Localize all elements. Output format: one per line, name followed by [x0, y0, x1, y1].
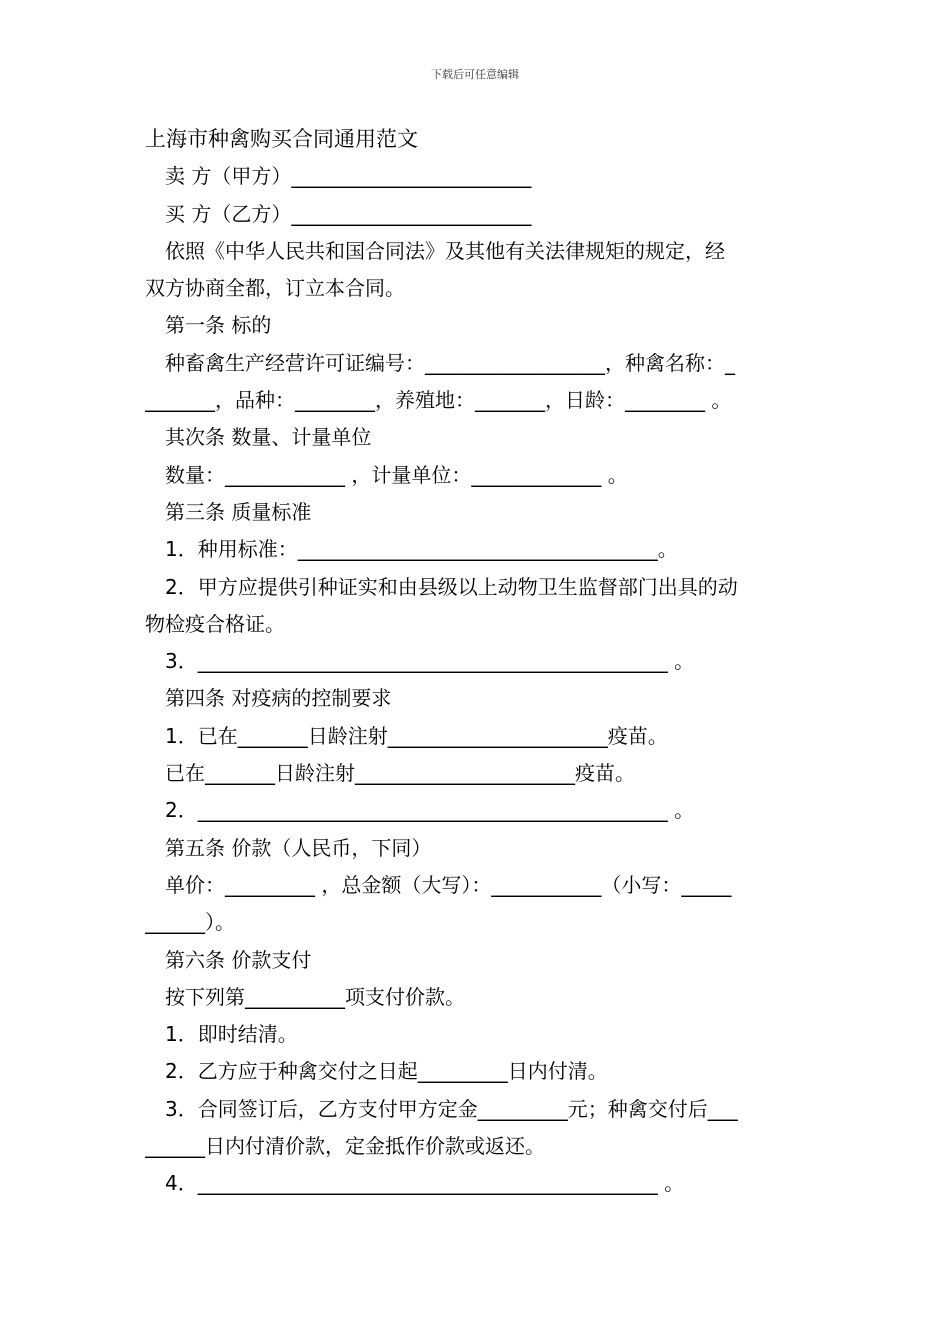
document-line: 1．已在_______日龄注射______________________疫苗。 [165, 723, 668, 748]
document-line: 单价：_________ ，总金额（大写）：___________（小写：_____ [165, 872, 732, 897]
page-header: 下载后可任意编辑 [431, 68, 519, 81]
document-line: 2．_______________________________________________ 。 [165, 798, 695, 823]
document-line: 第一条 标的 [165, 313, 272, 338]
document-line: 双方协商全都，订立本合同。 [145, 276, 405, 301]
document-line: 物检疫合格证。 [145, 611, 285, 636]
document-line: 第四条 对疫病的控制要求 [165, 686, 392, 711]
document-line: 4．______________________________________________ 。 [165, 1171, 685, 1196]
document-line: 第六条 价款支付 [165, 947, 312, 972]
document-line: 买 方（乙方）________________________ [165, 201, 532, 226]
document-line: 卖 方（甲方）________________________ [165, 164, 532, 189]
document-line: 1．种用标准：____________________________________。 [165, 537, 678, 562]
document-line: 其次条 数量、计量单位 [165, 425, 372, 450]
document-line: ______日内付清价款，定金抵作价款或返还。 [145, 1134, 545, 1159]
document-line: 1．即时结清。 [165, 1022, 298, 1047]
document-line: 数量：____________ ，计量单位：_____________ 。 [165, 462, 628, 487]
document-line: 2．甲方应提供引种证实和由县级以上动物卫生监督部门出具的动 [165, 574, 738, 599]
document-line: 3．_______________________________________________ 。 [165, 649, 695, 674]
document-line: 3．合同签订后，乙方支付甲方定金_________元；种禽交付后___ [165, 1096, 738, 1121]
document-title: 上海市种禽购买合同通用范文 [145, 127, 418, 151]
document-line: 已在_______日龄注射______________________疫苗。 [165, 761, 635, 786]
document-line: 按下列第__________项支付价款。 [165, 984, 465, 1009]
document-lines [145, 158, 810, 1202]
document-body [145, 121, 810, 1203]
document-line: 种畜禽生产经营许可证编号：__________________，种禽名称：_ [165, 350, 735, 375]
document-line: 第三条 质量标准 [165, 499, 312, 524]
document-line: 2．乙方应于种禽交付之日起_________日内付清。 [165, 1059, 608, 1084]
document-line: ______）。 [145, 910, 235, 935]
document-line: _______，品种：________，养殖地：_______，日龄：________ 。 [145, 388, 732, 413]
document-line: 依照《中华人民共和国合同法》及其他有关法律规矩的规定，经 [165, 238, 725, 263]
document-line: 第五条 价款（人民币，下同） [165, 835, 432, 860]
